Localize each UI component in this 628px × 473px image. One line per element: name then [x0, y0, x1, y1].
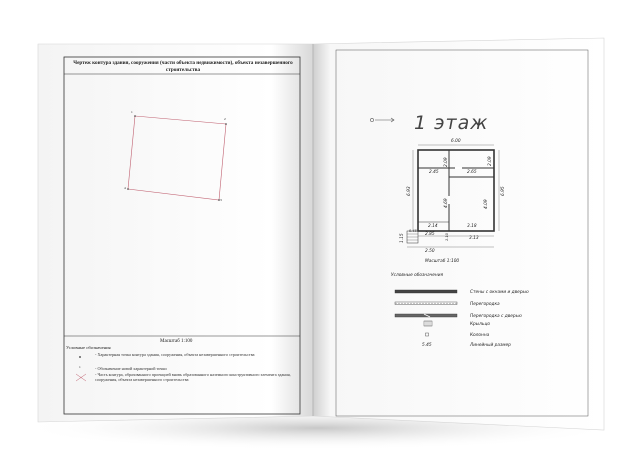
point-label: 3: [220, 198, 222, 202]
legend-item: - Характерная точка контура здания, сооружения, объекта незавершенного строительства: [95, 352, 255, 357]
left-page-title: Чертеж контура здания, сооружения (части объекта недвижимости), объекта незавершенного строительства: [73, 60, 293, 73]
dimension-label: 2.50: [425, 249, 435, 254]
point-label: 4: [124, 186, 126, 190]
dimension-label: 1.10: [445, 233, 449, 241]
legend-label-dimension: Линейный размер: [470, 343, 511, 348]
contour-point: [127, 188, 129, 190]
legend-item: - Часть контура, образованного проекцией вновь образованного наземного конструктивного элемента здания, сооружения, объекта незавершенного строительства: [95, 372, 291, 382]
legend-item: - Обозначение новой характерной точки: [95, 366, 167, 371]
legend-label-partition: Перегородка: [470, 302, 500, 307]
dimension-label: 6.95: [501, 186, 506, 196]
legend-label-partition-door: Перегородка с дверью: [470, 314, 522, 319]
dimension-label: 2.85: [425, 232, 435, 237]
dimension-label: 6.93: [407, 186, 412, 196]
right-scale: Масштаб 1:100: [425, 259, 460, 264]
point-label: 1: [131, 110, 133, 114]
left-scale: Масштаб 1:100: [160, 339, 193, 344]
contour-point: [225, 123, 227, 125]
dimension-label: 3.18: [467, 224, 477, 229]
legend-dim-sample: 5.45: [422, 343, 432, 348]
dimension-label: 3.13: [469, 236, 479, 241]
legend-heading: Условные обозначения: [66, 345, 111, 350]
dimension-label: 4.09: [484, 199, 489, 209]
legend-dot-symbol: [79, 356, 81, 358]
dimension-label: 1.15: [400, 233, 405, 243]
legend-label-walls: Стены с окнами и дверью: [470, 290, 529, 295]
partition-door-symbol: [395, 314, 457, 317]
right-legend-heading: Условные обозначения: [391, 273, 444, 278]
dimension-label: 2.45: [429, 170, 439, 175]
dimension-label: 2.14: [428, 224, 438, 229]
legend-symbol-label: 1: [79, 365, 81, 369]
legend-label-porch: Крыльцо: [470, 322, 491, 327]
wall-symbol: [395, 290, 457, 293]
contour-point: [134, 115, 136, 117]
dimension-label: 2.09: [444, 157, 449, 167]
dimension-label: 0.45: [409, 229, 417, 233]
right-page: [313, 38, 604, 430]
floor-title: 1 этаж: [414, 112, 489, 134]
dimension-label: 4.69: [444, 198, 449, 208]
legend-label-column: Колонна: [470, 333, 490, 338]
dimension-label: 6.00: [451, 139, 461, 144]
dimension-label: 2.65: [467, 170, 477, 175]
point-label: 2: [224, 117, 226, 121]
dimension-label: 2.09: [488, 156, 493, 166]
